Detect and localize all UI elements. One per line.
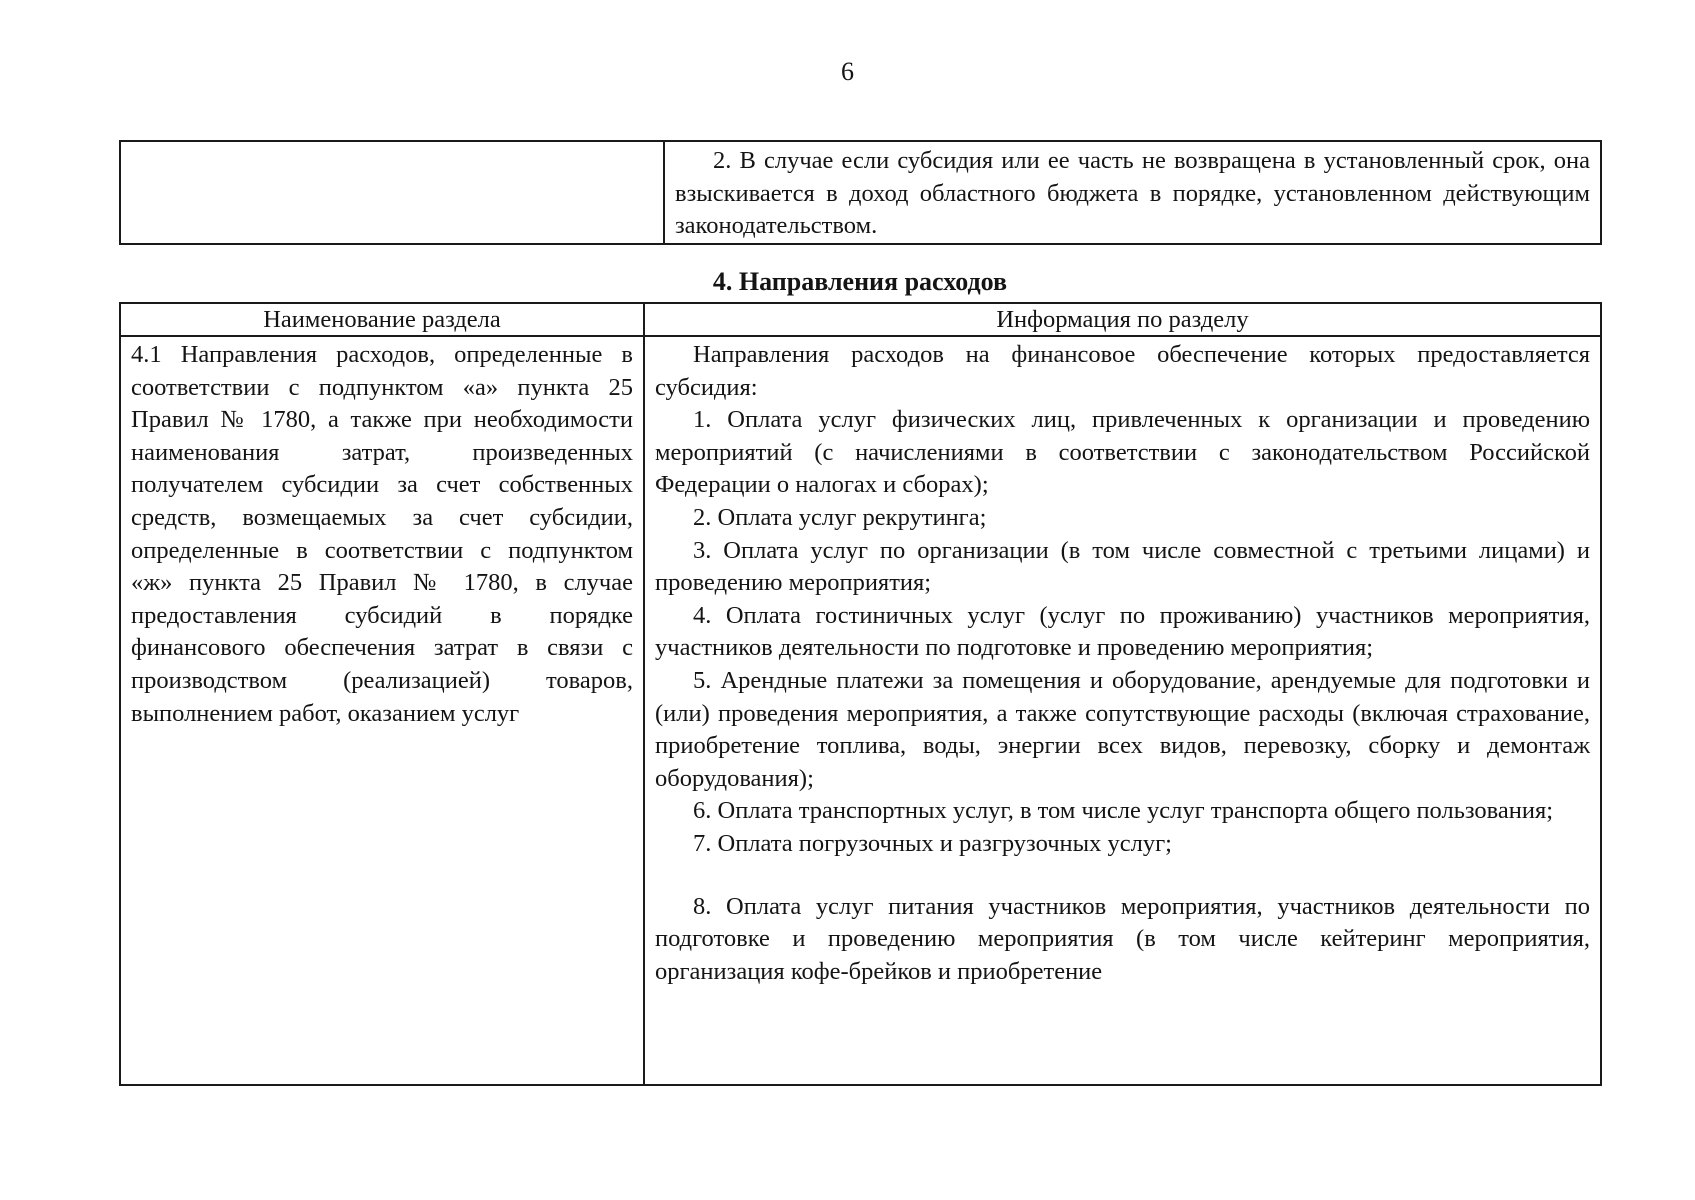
- section-info-cell: [644, 336, 1601, 1085]
- section-name-cell: 4.1 Направления расходов, определенные в соответствии с подпунктом «а» пункта 25 Правил № 1780, а также при необходимости наименования затрат, произведенных получателем субсидии за счет собственных средств, возмещаемых за счет субсидии, определенные в соответствии с подпунктом «ж» пункта 25 Правил № 1780, в случае предоставления субсидий в порядке финансового обеспечения затрат в связи с производством (реализацией) товаров, выполнением работ, оказанием услуг: [120, 336, 644, 1085]
- return-clause-table: [119, 140, 1602, 245]
- header-section-info: Информация по разделу: [644, 303, 1601, 336]
- paragraph-spacer: [655, 861, 1590, 891]
- list-item: 3. Оплата услуг по организации (в том числе совместной с третьими лицами) и проведению мероприятия;: [655, 536, 1590, 597]
- empty-cell: [120, 141, 664, 244]
- expense-directions-table: [119, 302, 1602, 1086]
- section-title: 4. Направления расходов: [712, 267, 1008, 296]
- table-header-row: [120, 303, 1601, 336]
- table-row: [120, 336, 1601, 1085]
- list-item: 7. Оплата погрузочных и разгрузочных услуг;: [693, 829, 1172, 857]
- list-item: 5. Арендные платежи за помещения и оборудование, арендуемые для подготовки и (или) проведения мероприятия, а также сопутствующие расходы (включая страхование, приобретение топлива, воды, энергии всех видов, перевозку, сборку и демонтаж оборудования);: [655, 666, 1590, 792]
- header-section-name: Наименование раздела: [120, 303, 644, 336]
- list-item: 6. Оплата транспортных услуг, в том числе услуг транспорта общего пользования;: [693, 797, 1554, 825]
- info-intro: Направления расходов на финансовое обеспечение которых предоставляется субсидия:: [655, 341, 1590, 401]
- list-item: 4. Оплата гостиничных услуг (услуг по проживанию) участников мероприятия, участников деятельности по подготовке и проведению мероприятия;: [655, 601, 1590, 662]
- list-item: 1. Оплата услуг физических лиц, привлеченных к организации и проведению мероприятий (с начислениями в соответствии с законодательством Российской Федерации о налогах и сборах);: [655, 406, 1590, 499]
- list-item: 8. Оплата услуг питания участников мероприятия, участников деятельности по подготовке и проведению мероприятия (в том числе кейтеринг мероприятия, организация кофе-брейков и приобретение: [655, 892, 1590, 985]
- list-item: 2. Оплата услуг рекрутинга;: [693, 503, 987, 531]
- table-row: [120, 141, 1601, 244]
- page-number: 6: [841, 57, 854, 86]
- return-clause-text: 2. В случае если субсидия или ее часть не возвращена в установленный срок, она взыскивается в доход областного бюджета в порядке, установленном действующим законодательством.: [664, 141, 1601, 244]
